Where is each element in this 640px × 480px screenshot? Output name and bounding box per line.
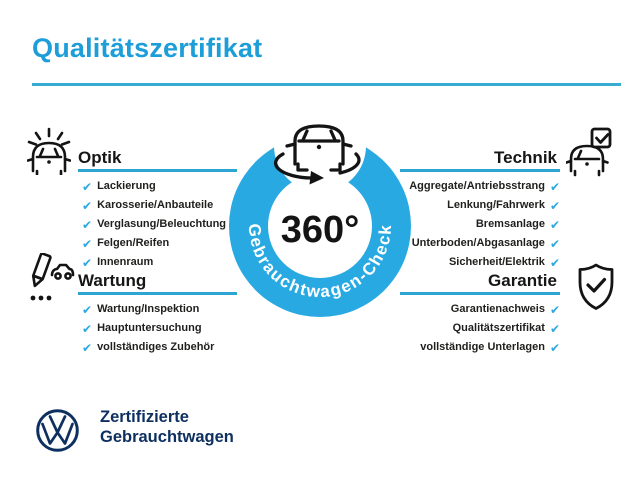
badge-ring-label: Gebrauchtwagen-Check xyxy=(244,222,396,302)
list-item xyxy=(82,215,252,234)
check-icon: ✔ xyxy=(549,217,560,232)
item-label: Verglasung/Beleuchtung xyxy=(97,218,227,230)
list-item xyxy=(82,196,252,215)
list-item xyxy=(340,319,560,338)
brand-line1: Zertifizierte xyxy=(100,408,189,426)
check-icon: ✔ xyxy=(82,340,93,355)
item-label: Hauptuntersuchung xyxy=(97,322,202,334)
list-item xyxy=(340,234,560,253)
section-title-technik: Technik xyxy=(494,148,557,167)
item-label: Unterboden/Abgasanlage xyxy=(411,237,545,249)
list-item xyxy=(82,319,252,338)
service-checklist-icon xyxy=(25,253,75,305)
list-item xyxy=(340,196,560,215)
list-item xyxy=(340,338,560,357)
volkswagen-logo xyxy=(35,408,80,453)
item-label: Karosserie/Anbauteile xyxy=(97,199,214,211)
shiny-car-icon xyxy=(27,127,71,175)
section-items-garantie xyxy=(340,300,560,357)
list-item xyxy=(340,253,560,272)
item-label: Innenraum xyxy=(97,256,154,268)
item-label: vollständige Unterlagen xyxy=(420,341,545,353)
car-checkbox-icon xyxy=(566,126,614,178)
shield-check-icon xyxy=(577,263,615,311)
section-title-wartung: Wartung xyxy=(78,271,147,290)
badge-360-label: 360° xyxy=(280,209,360,251)
check-icon: ✔ xyxy=(549,236,560,251)
list-item xyxy=(340,177,560,196)
section-items-technik xyxy=(340,177,560,272)
check-icon: ✔ xyxy=(82,236,93,251)
check-icon: ✔ xyxy=(82,198,93,213)
section-rule-garantie xyxy=(400,292,560,295)
item-label: vollständiges Zubehör xyxy=(97,341,215,353)
section-items-wartung xyxy=(82,300,252,357)
check-icon: ✔ xyxy=(549,302,560,317)
item-label: Garantienachweis xyxy=(450,303,545,315)
section-rule-wartung xyxy=(78,292,237,295)
section-items-optik xyxy=(82,177,252,272)
check-icon: ✔ xyxy=(82,321,93,336)
item-label: Qualitätszertifikat xyxy=(452,322,545,334)
page-title: Qualitätszertifikat xyxy=(32,33,263,63)
section-rule-optik xyxy=(78,169,237,172)
item-label: Felgen/Reifen xyxy=(97,237,170,249)
list-item xyxy=(340,300,560,319)
item-label: Wartung/Inspektion xyxy=(97,303,200,315)
item-label: Lackierung xyxy=(97,180,156,192)
list-item xyxy=(340,215,560,234)
check-icon: ✔ xyxy=(82,302,93,317)
check-icon: ✔ xyxy=(549,340,560,355)
item-label: Aggregate/Antriebsstrang xyxy=(409,180,545,192)
section-title-optik: Optik xyxy=(78,148,122,167)
list-item xyxy=(82,234,252,253)
list-item xyxy=(82,338,252,357)
item-label: Sicherheit/Elektrik xyxy=(448,256,545,268)
item-label: Lenkung/Fahrwerk xyxy=(447,199,545,211)
check-icon: ✔ xyxy=(549,255,560,270)
title-divider xyxy=(32,83,621,86)
section-title-garantie: Garantie xyxy=(488,271,557,290)
check-icon: ✔ xyxy=(82,217,93,232)
section-rule-technik xyxy=(400,169,560,172)
list-item xyxy=(82,177,252,196)
list-item xyxy=(82,300,252,319)
list-item xyxy=(82,253,252,272)
check-icon: ✔ xyxy=(549,198,560,213)
check-icon: ✔ xyxy=(549,179,560,194)
brand-line2: Gebrauchtwagen xyxy=(100,428,234,446)
check-icon: ✔ xyxy=(82,255,93,270)
brand-wordmark xyxy=(100,407,234,447)
check-icon: ✔ xyxy=(549,321,560,336)
item-label: Bremsanlage xyxy=(475,218,545,230)
check-icon: ✔ xyxy=(82,179,93,194)
